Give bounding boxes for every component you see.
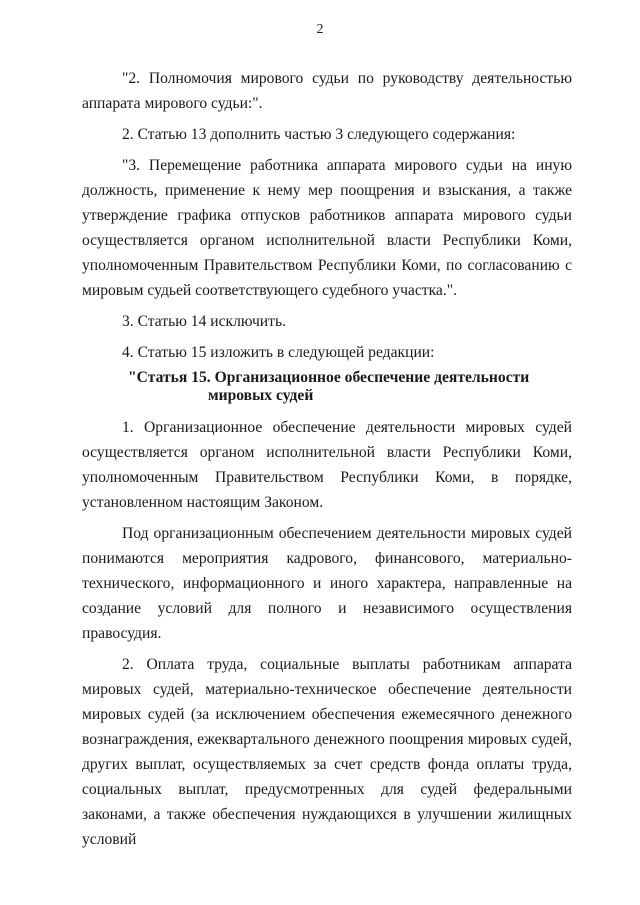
paragraph-amend-article-15: 4. Статью 15 изложить в следующей редакции:: [122, 344, 435, 361]
paragraph-amend-article-13: 2. Статью 13 дополнить частью 3 следующего содержания:: [122, 126, 516, 143]
paragraph-delete-article-14: 3. Статью 14 исключить.: [122, 313, 286, 330]
paragraph-article-15-part-1: 1. Организационное обеспечение деятельности мировых судей осуществляется органом исполнительной власти Республики Коми, уполномоченным Правительством Республики Коми, в порядке, установленном настоящим Законом.: [82, 419, 572, 511]
page-number: 2: [316, 22, 324, 37]
article-15-heading-line-1: "Статья 15. Организационное обеспечение деятельности: [128, 369, 530, 386]
paragraph-clause-3-transfer: "3. Перемещение работника аппарата мирового судьи на иную должность, применение к нему мер поощрения и взыскания, а также утверждение графика отпусков работников аппарата мирового судьи осуществляется органом исполнительной власти Республики Коми, уполномоченным Правительством Республики Коми, по согласованию с мировым судьей соответствующего судебного участка.".: [82, 157, 572, 299]
article-15-heading-line-2: мировых судей: [208, 387, 314, 404]
paragraph-clause-2-powers: "2. Полномочия мирового судьи по руководству деятельностью аппарата мирового судьи:".: [82, 70, 572, 112]
article-15-heading: [82, 369, 572, 405]
paragraph-article-15-definition: Под организационным обеспечением деятельности мировых судей понимаются мероприятия кадрового, финансового, материально-технического, информационного и иного характера, направленные на создание условий для полного и независимого осуществления правосудия.: [82, 525, 572, 642]
paragraph-article-15-part-2: 2. Оплата труда, социальные выплаты работникам аппарата мировых судей, материально-техническое обеспечение деятельности мировых судей (за исключением обеспечения ежемесячного денежного вознаграждения, ежеквартального денежного поощрения мировых судей, других выплат, осуществляемых за счет средств фонда оплаты труда, социальных выплат, предусмотренных для судей федеральными законами, а также обеспечения нуждающихся в улучшении жилищных условий: [82, 656, 572, 848]
document-body: [82, 66, 572, 852]
